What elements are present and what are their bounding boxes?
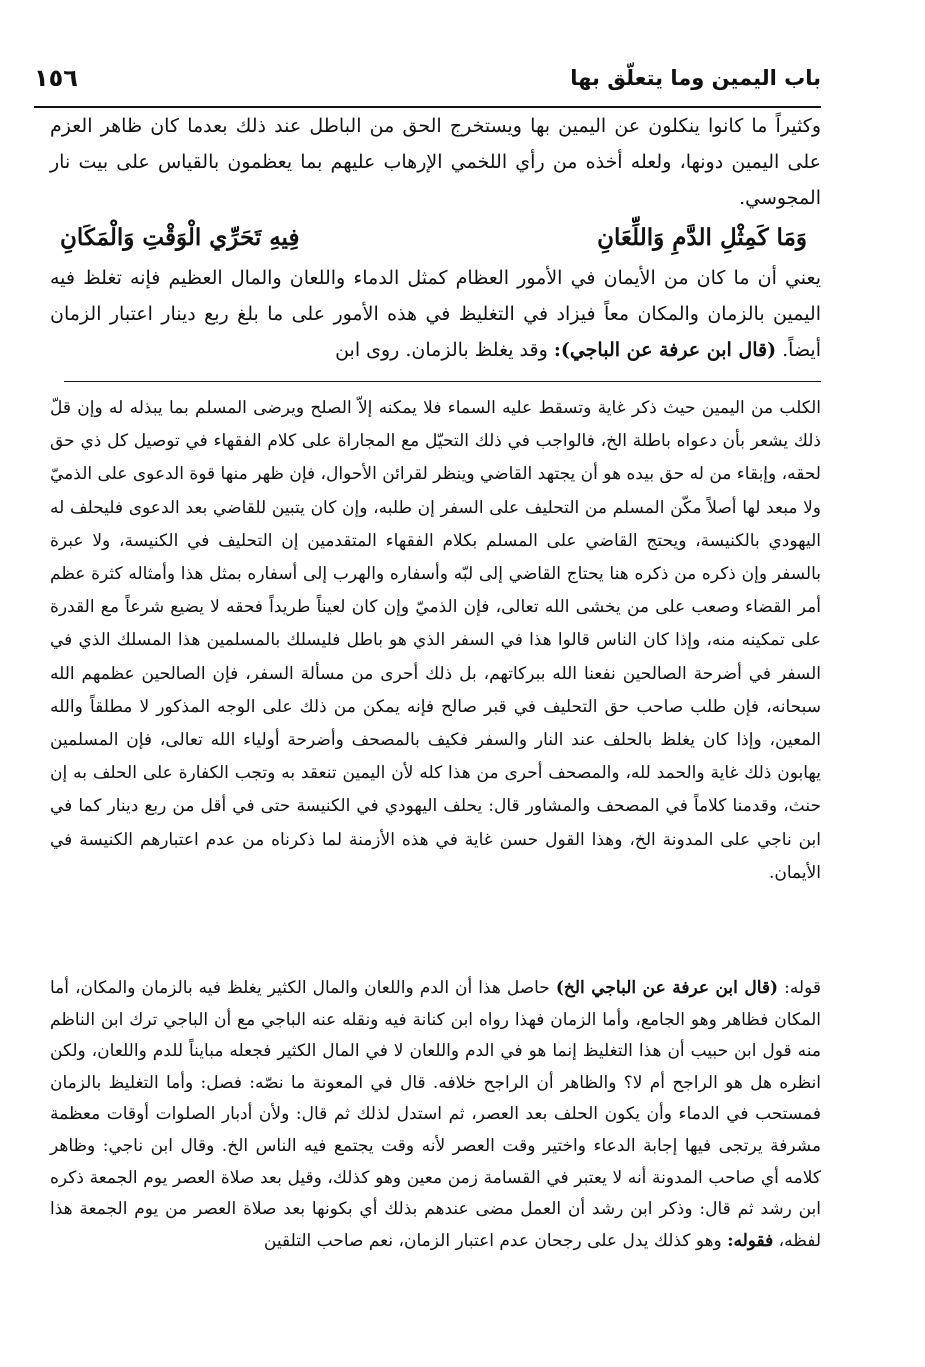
verse-hemistich-left: فِيهِ تَحَرِّي الْوَقْتِ وَالْمَكَانِ [60, 224, 300, 251]
commentary-block [50, 973, 821, 1257]
commentary-text-2: وهو كذلك يدل على رجحان عدم اعتبار الزمان، نعم صاحب التلقين [263, 1230, 722, 1251]
main-paragraph-2-end: وقد يغلظ بالزمان. روى ابن [335, 339, 548, 361]
commentary-text-1: حاصل هذا أن الدم واللعان والمال الكثير يغلظ فيه بالزمان والمكان، أما المكان فظاهر وهو الجامع، وأما الزمان فهذا رواه ابن كنانة فيه ونقله عنه الباجي مع أن الباجي ترك ابن الناظم منه قول ابن حبيب أن هذا التغليظ إنما هو في الدم واللعان لا في المال الكثير فجعله مبايناً للدم واللعان، ولكن انظره هل هو الراجح أم لا؟ والظاهر أن الراجح خلافه. قال في المعونة ما نصّه: فصل: وأما التغليظ بالزمان فمستحب في الدماء وأن يكون الحلف بعد العصر، ثم استدل لذلك ثم قال: ولأن أدبار الصلوات أوقات معظمة مشرفة يرتجى فيها إجابة الدعاء واختير وقت العصر لأنه وقت يجتمع فيه الناس الخ. وقال ابن ناجي: وظاهر كلامه أي صاحب المدونة أنه لا يعتبر في القسامة زمن معين وهو كذلك، وقيل بعد صلاة العصر يوم الجمعة ذكره ابن رشد ثم قال: وذكر ابن رشد أن العمل مضى عندهم بذلك أي بكونها بعد صلاة العصر من يوم الجمعة هذا لفظه، [50, 978, 821, 1251]
commentary-bold-2: فقوله: [727, 1230, 774, 1251]
commentary-lead: قوله: [784, 978, 822, 998]
main-paragraph-1: وكثيراً ما كانوا ينكلون عن اليمين بها ويستخرج الحق من الباطل عند ذلك بعدما كان ظاهر العزم على اليمين دونها، ولعله أخذه من رأي اللخمي الإرهاب عليهم بما يعظمون بالقياس على بيت نار المجوسي. [50, 115, 821, 209]
main-text [50, 108, 821, 368]
chapter-title: باب اليمين وما يتعلّق بها [570, 66, 821, 90]
footnote-text: الكلب من اليمين حيث ذكر غاية وتسقط عليه السماء فلا يمكنه إلاّ الصلح ويرضى المسلم بما يبذله له وإن قلّ ذلك يشعر بأن دعواه باطلة الخ، فالواجب في ذلك التحيّل مع المجاراة على كلام الفقهاء في توصيل كل ذي حق لحقه، وإبقاء من له حق بيده هو أن يجتهد القاضي وينظر لقرائن الأحوال، فإن ظهر منها قوة الدعوى على الذميّ ولا مبعد لها أصلاً مكّن المسلم من التحليف على السفر إن طلبه، وإن كان يتبين للقاضي بعد الدعوى فليحلف له اليهودي بالكنيسة، ويحتج القاضي على المسلم بكلام الفقهاء المتقدمين إن التحليف في الكنيسة، ولا عبرة بالسفر وإن ذكره من ذكره هنا يحتاج القاضي إلى لبّه وأسفاره والهرب إلى أسفاره بمثل هذا وأمثاله كثرة عظم أمر القضاء وصعب على من يخشى الله تعالى، فإن الذميّ وإن كان لعيناً طريداً فحقه لا يضيع شرعاً مع القدرة على تمكينه منه، وإذا كان الناس قالوا هذا في السفر الذي هو باطل فليسلك بالمسلمين هذا المسلك الذي في السفر في أضرحة الصالحين نفعنا الله ببركاتهم، بل ذلك أحرى من مسألة السفر، فإن الصالحين عظمهم الله سبحانه، فإن طلب صاحب حق التحليف في قبر صالح فإنه يمكن من ذلك على الوجه المذكور لا مطلقاً والله المعين، وإذا كان يغلظ بالحلف عند النار والسفر فكيف بالمصحف وأضرحة أولياء الله تعالى، فإن المسلمين يهابون ذلك غاية والحمد لله، والمصحف أحرى من هذا كله لأن اليمين تنعقد به وتجب الكفارة على الحلف به إن حنث، وقدمنا كلاماً في المصحف والمشاور قال: يحلف اليهودي في الكنيسة حتى في أقل من ربع دينار كما في ابن ناجي على المدونة الخ، وهذا القول حسن غاية في هذه الأزمنة لما ذكرناه من عدم اعتبارهم الكنيسة في الأيمان. [50, 398, 822, 883]
main-paragraph-2-quote: (قال ابن عرفة عن الباجي): [553, 339, 777, 361]
verse-line [50, 216, 821, 260]
commentary-paragraph [50, 973, 821, 1257]
page-header [34, 60, 821, 108]
main-paragraph-2-text: يعني أن ما كان من الأيمان في الأمور العظام كمثل الدماء واللعان والمال العظيم فإنه تغلظ فيه اليمين بالزمان والمكان معاً فيزاد في التغليظ في هذه الأمور على ما بلغ ربع دينار اعتبار الزمان أيضاً. [50, 267, 821, 361]
main-paragraph-2 [50, 260, 821, 368]
footnote-block [50, 392, 821, 890]
footnote-separator [64, 381, 821, 382]
commentary-quote: (قال ابن عرفة عن الباجي الخ) [555, 978, 779, 998]
page-number: ١٥٦ [34, 64, 78, 92]
verse-hemistich-right: وَمَا كَمِثْلِ الدَّمِ وَاللِّعَانِ [597, 224, 807, 251]
